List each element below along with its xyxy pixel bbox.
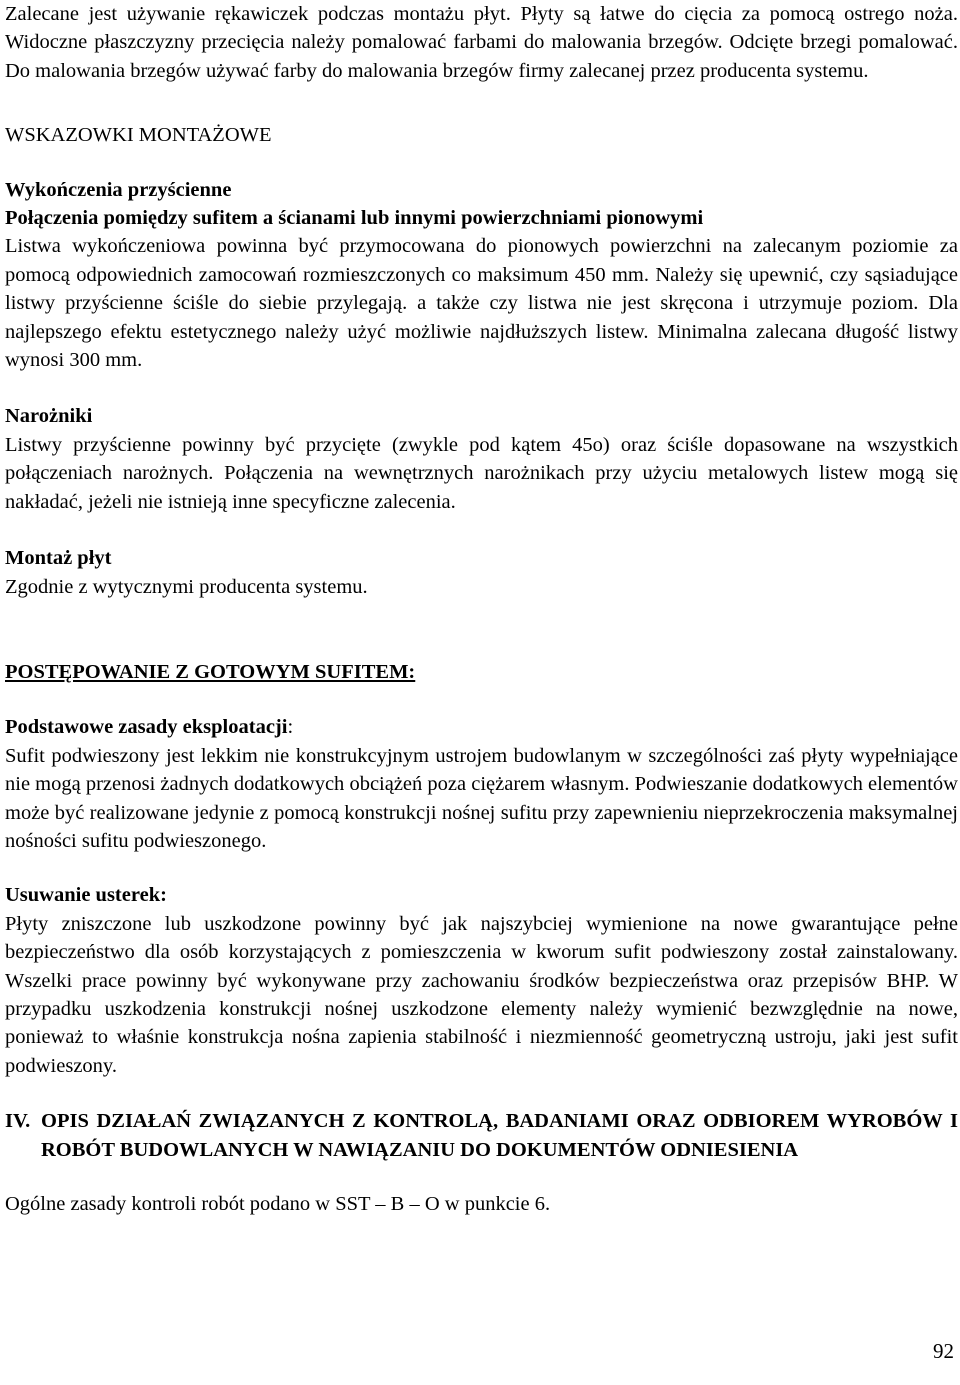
rules-heading-colon: : [287, 716, 294, 739]
section-title-postepowanie: POSTĘPOWANIE Z GOTOWYM SUFITEM: [5, 660, 416, 683]
subheading-wykonczenia: Wykończenia przyścienne [5, 178, 232, 201]
paragraph-usuwanie-usterek: Płyty zniszczone lub uszkodzone powinny być jak najszybciej wymienione na nowe gwarantujące pełne bezpieczeństwo dla osób korzystających z pomieszczenia w kworum sufit podwieszony został zainstalowany. Wszelki prace powinny być wykonywane przy zachowaniu środków bezpieczeństwa oraz przepisów BHP. W przypadku uszkodzenia konstrukcji nośnej uszkodzone elementy należy wymienić bezwzględnie na nowe, ponieważ to właśnie konstrukcja nośna zapienia stabilność i niezmienność geometryczną ustroju, jaki jest sufit podwieszony. [5, 912, 958, 1077]
subheading-narozniki: Narożniki [5, 405, 93, 428]
rules-heading-line [5, 713, 958, 741]
paragraph-montaz-plyt: Zgodnie z wytycznymi producenta systemu. [5, 575, 368, 598]
section-title-wskazowki: WSKAZOWKI MONTAŻOWE [5, 124, 272, 147]
paragraph-narozniki: Listwy przyścienne powinny być przycięte (zwykle pod kątem 45o) oraz ściśle dopasowane na wszystkich połączeniach narożnych. Połączenia na wewnętrznych narożnikach przy użyciu metalowych listew mogą się nakładać, jeżeli nie istnieją inne specyficzne zalecenia. [5, 433, 958, 513]
section-number: IV. [5, 1110, 31, 1133]
intro-paragraph: Zalecane jest używanie rękawiczek podczas montażu płyt. Płyty są łatwe do cięcia za pomocą ostrego noża. Widoczne płaszczyzny przecięcia należy pomalować farbami do malowania brzegów. Odcięte brzegi pomalować. Do malowania brzegów używać farby do malowania brzegów firmy zalecanej przez producenta systemu. [5, 3, 958, 82]
document-page [5, 0, 958, 1218]
subheading-polaczenia: Połączenia pomiędzy sufitem a ścianami lub innymi powierzchniami pionowymi [5, 207, 704, 230]
section-heading-iv [5, 1107, 958, 1164]
subheading-usuwanie-usterek: Usuwanie usterek: [5, 884, 167, 907]
paragraph-kontrola: Ogólne zasady kontroli robót podano w SST – B – O w punkcie 6. [5, 1193, 551, 1215]
subheading-zasady-eksploatacji: Podstawowe zasady eksploatacji [5, 716, 288, 739]
subheading-montaz-plyt: Montaż płyt [5, 547, 112, 570]
section-title-iv: OPIS DZIAŁAŃ ZWIĄZANYCH Z KONTROLĄ, BADANIAMI ORAZ ODBIOREM WYROBÓW I ROBÓT BUDOWLANYCH W NAWIĄZANIU DO DOKUMENTÓW ODNIESIENIA [41, 1110, 958, 1161]
paragraph-zasady-eksploatacji: Sufit podwieszony jest lekkim nie konstrukcyjnym ustrojem budowlanym w szczególności zaś płyty wypełniające nie mogą przenosi żadnych dodatkowych obciążeń poza ciężarem własnym. Podwieszanie dodatkowych elementów może być realizowane jedynie z pomocą konstrukcji nośnej sufitu przy zapewnieniu nieprzekroczenia maksymalnej nośności sufitu podwieszonego. [5, 744, 958, 852]
page-number: 92 [933, 1339, 954, 1363]
paragraph-listwa: Listwa wykończeniowa powinna być przymocowana do pionowych powierzchni na zalecanym poziomie za pomocą odpowiednich zamocowań rozmieszczonych co maksimum 450 mm. Należy się upewnić, czy sąsiadujące listwy przyścienne ściśle do siebie przylegają. a także czy listwa nie jest skręcona i utrzymuje poziom. Dla najlepszego efektu estetycznego należy użyć możliwie najdłuższych listew. Minimalna zalecana długość listwy wynosi 300 mm. [5, 235, 958, 372]
